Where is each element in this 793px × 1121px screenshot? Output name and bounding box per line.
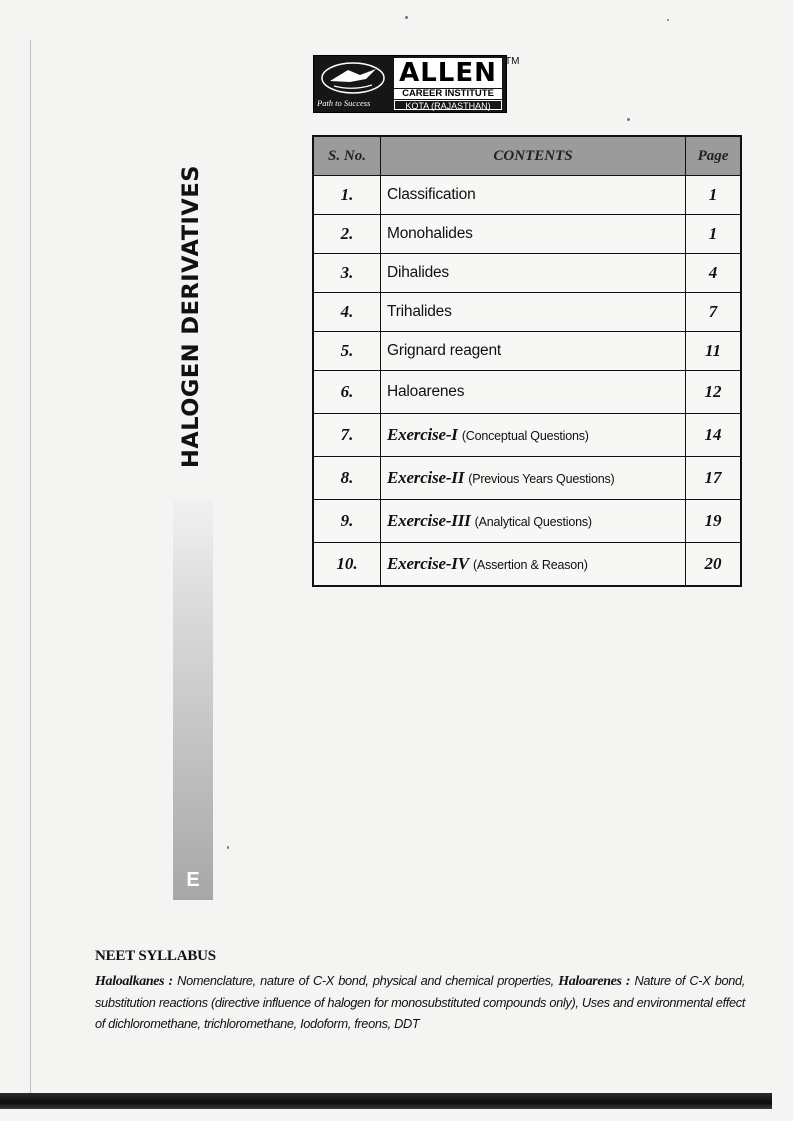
logo-emblem-icon bbox=[320, 61, 386, 95]
syllabus-term-haloalkanes: Haloalkanes : bbox=[95, 974, 173, 989]
row-page: 1 bbox=[686, 215, 742, 254]
logo-tagline: Path to Success bbox=[317, 98, 371, 108]
syllabus-term-haloarenes: Haloarenes : bbox=[558, 974, 631, 989]
syllabus-text bbox=[95, 970, 745, 1034]
header-sno: S. No. bbox=[313, 136, 381, 176]
table-row bbox=[313, 414, 741, 457]
table-row bbox=[313, 332, 741, 371]
header-contents: CONTENTS bbox=[381, 136, 686, 176]
header-page: Page bbox=[686, 136, 742, 176]
row-page: 14 bbox=[686, 414, 742, 457]
side-strip-letter: E bbox=[186, 869, 200, 891]
scan-speck bbox=[627, 118, 630, 121]
row-page: 17 bbox=[686, 457, 742, 500]
side-gradient-strip bbox=[173, 500, 213, 900]
row-topic: Classification bbox=[381, 176, 686, 215]
row-sno: 5. bbox=[313, 332, 381, 371]
table-row bbox=[313, 457, 741, 500]
syllabus-haloalkanes-text: Nomenclature, nature of C-X bond, physical and chemical properties, bbox=[172, 973, 559, 988]
table-row bbox=[313, 500, 741, 543]
row-page: 11 bbox=[686, 332, 742, 371]
row-sno: 7. bbox=[313, 414, 381, 457]
row-page: 19 bbox=[686, 500, 742, 543]
exercise-note: (Assertion & Reason) bbox=[472, 558, 588, 572]
contents-header-row bbox=[313, 136, 741, 176]
exercise-title: Exercise-III bbox=[387, 511, 471, 530]
contents-table bbox=[312, 135, 742, 587]
trademark-mark: TM bbox=[505, 56, 520, 67]
table-row bbox=[313, 371, 741, 414]
row-sno: 3. bbox=[313, 254, 381, 293]
logo-subtitle-institute: CAREER INSTITUTE bbox=[394, 89, 502, 99]
bottom-scan-bar bbox=[0, 1093, 772, 1109]
row-topic: Trihalides bbox=[381, 293, 686, 332]
exercise-title: Exercise-II bbox=[387, 468, 465, 487]
scan-speck bbox=[405, 16, 408, 19]
syllabus-heading: NEET SYLLABUS bbox=[95, 948, 216, 964]
row-topic bbox=[381, 543, 686, 587]
neet-syllabus bbox=[95, 948, 745, 1034]
row-sno: 10. bbox=[313, 543, 381, 587]
exercise-note: (Analytical Questions) bbox=[474, 515, 592, 529]
table-row bbox=[313, 215, 741, 254]
row-sno: 9. bbox=[313, 500, 381, 543]
row-sno: 6. bbox=[313, 371, 381, 414]
row-topic: Grignard reagent bbox=[381, 332, 686, 371]
syllabus-haloarenes-text: Nature of C-X bond, substitution reactions (directive influence of halogen for monosubstituted compounds only), Uses and environmental effect of dichloromethane, trichloromethane, Iodoform, freons, DDT bbox=[95, 973, 745, 1031]
row-page: 20 bbox=[686, 543, 742, 587]
row-page: 12 bbox=[686, 371, 742, 414]
scan-speck bbox=[227, 846, 229, 849]
scan-speck bbox=[667, 19, 669, 21]
exercise-note: (Conceptual Questions) bbox=[461, 429, 589, 443]
exercise-title: Exercise-I bbox=[387, 425, 458, 444]
row-page: 4 bbox=[686, 254, 742, 293]
table-row bbox=[313, 293, 741, 332]
row-page: 1 bbox=[686, 176, 742, 215]
exercise-note: (Previous Years Questions) bbox=[468, 472, 615, 486]
row-topic bbox=[381, 457, 686, 500]
table-row bbox=[313, 176, 741, 215]
row-page: 7 bbox=[686, 293, 742, 332]
chapter-title: HALOGEN DERIVATIVES bbox=[178, 165, 204, 468]
logo-subtitle-location: KOTA (RAJASTHAN) bbox=[394, 100, 502, 110]
row-topic: Haloarenes bbox=[381, 371, 686, 414]
row-sno: 1. bbox=[313, 176, 381, 215]
exercise-title: Exercise-IV bbox=[387, 554, 469, 573]
table-row bbox=[313, 254, 741, 293]
row-topic bbox=[381, 500, 686, 543]
row-topic: Dihalides bbox=[381, 254, 686, 293]
row-sno: 2. bbox=[313, 215, 381, 254]
row-topic bbox=[381, 414, 686, 457]
row-topic: Monohalides bbox=[381, 215, 686, 254]
logo-name: ALLEN bbox=[394, 58, 502, 88]
page-edge-rule bbox=[30, 40, 31, 1100]
row-sno: 4. bbox=[313, 293, 381, 332]
allen-logo bbox=[313, 55, 507, 113]
table-row bbox=[313, 543, 741, 587]
row-sno: 8. bbox=[313, 457, 381, 500]
